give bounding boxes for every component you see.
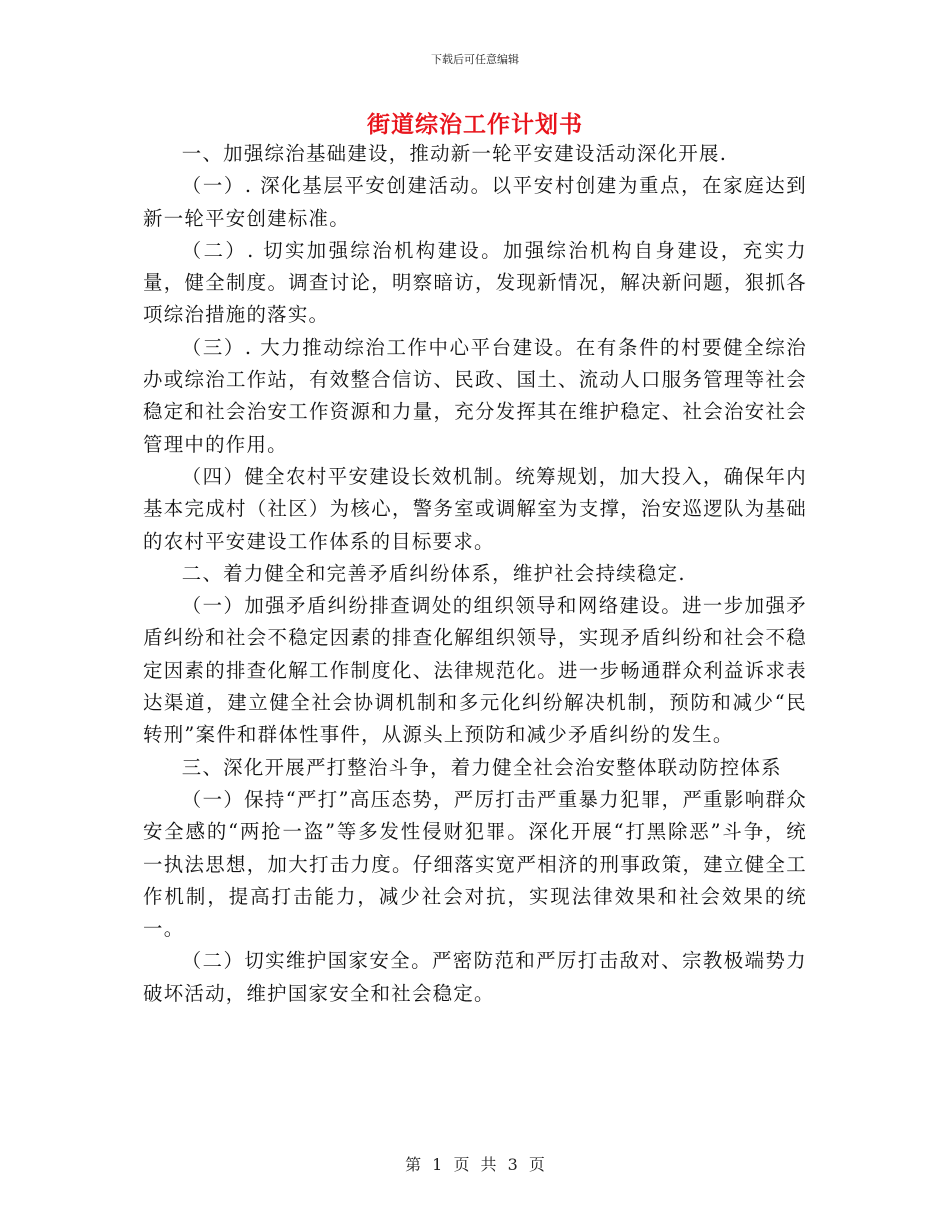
document-body xyxy=(143,138,807,1010)
paragraph: （四）健全农村平安建设长效机制。统筹规划，加大投入，确保年内基本完成村（社区）为核心，警务室或调解室为支撑，治安巡逻队为基础的农村平安建设工作体系的目标要求。 xyxy=(143,464,807,553)
section-heading-3: 三、深化开展严打整治斗争，着力健全社会治安整体联动防控体系 xyxy=(181,755,782,779)
paragraph: （一）. 深化基层平安创建活动。以平安村创建为重点，在家庭达到新一轮平安创建标准。 xyxy=(143,174,807,230)
paragraph: （二）切实维护国家安全。严密防范和严厉打击敌对、宗教极端势力破坏活动，维护国家安全和社会稳定。 xyxy=(143,949,807,1005)
page-number-footer: 第 1 页 共 3 页 xyxy=(405,1155,545,1174)
section-heading-2: 二、着力健全和完善矛盾纠纷体系，维护社会持续稳定. xyxy=(181,561,686,585)
document-title: 街道综治工作计划书 xyxy=(367,111,583,138)
paragraph: （一）保持“严打”高压态势，严厉打击严重暴力犯罪，严重影响群众安全感的“两抢一盗”等多发性侵财犯罪。深化开展“打黑除恶”斗争，统一执法思想，加大打击力度。仔细落实宽严相济的刑事政策，建立健全工作机制，提高打击能力，减少社会对抗，实现法律效果和社会效果的统一。 xyxy=(143,787,807,941)
paragraph: （二）. 切实加强综治机构建设。加强综治机构自身建设，充实力量，健全制度。调查讨论，明察暗访，发现新情况，解决新问题，狠抓各项综治措施的落实。 xyxy=(143,238,807,327)
page-header-note: 下载后可任意编辑 xyxy=(431,53,519,66)
section-heading-1: 一、加强综治基础建设，推动新一轮平安建设活动深化开展. xyxy=(181,142,728,165)
paragraph: （三）. 大力推动综治工作中心平台建设。在有条件的村要健全综治办或综治工作站，有效整合信访、民政、国土、流动人口服务管理等社会稳定和社会治安工作资源和力量，充分发挥其在维护稳定、社会治安社会管理中的作用。 xyxy=(143,335,807,456)
paragraph: （一）加强矛盾纠纷排查调处的组织领导和网络建设。进一步加强矛盾纠纷和社会不稳定因素的排查化解组织领导，实现矛盾纠纷和社会不稳定因素的排查化解工作制度化、法律规范化。进一步畅通群众利益诉求表达渠道，建立健全社会协调机制和多元化纠纷解决机制，预防和减少“民转刑”案件和群体性事件，从源头上预防和减少矛盾纠纷的发生。 xyxy=(143,594,807,747)
